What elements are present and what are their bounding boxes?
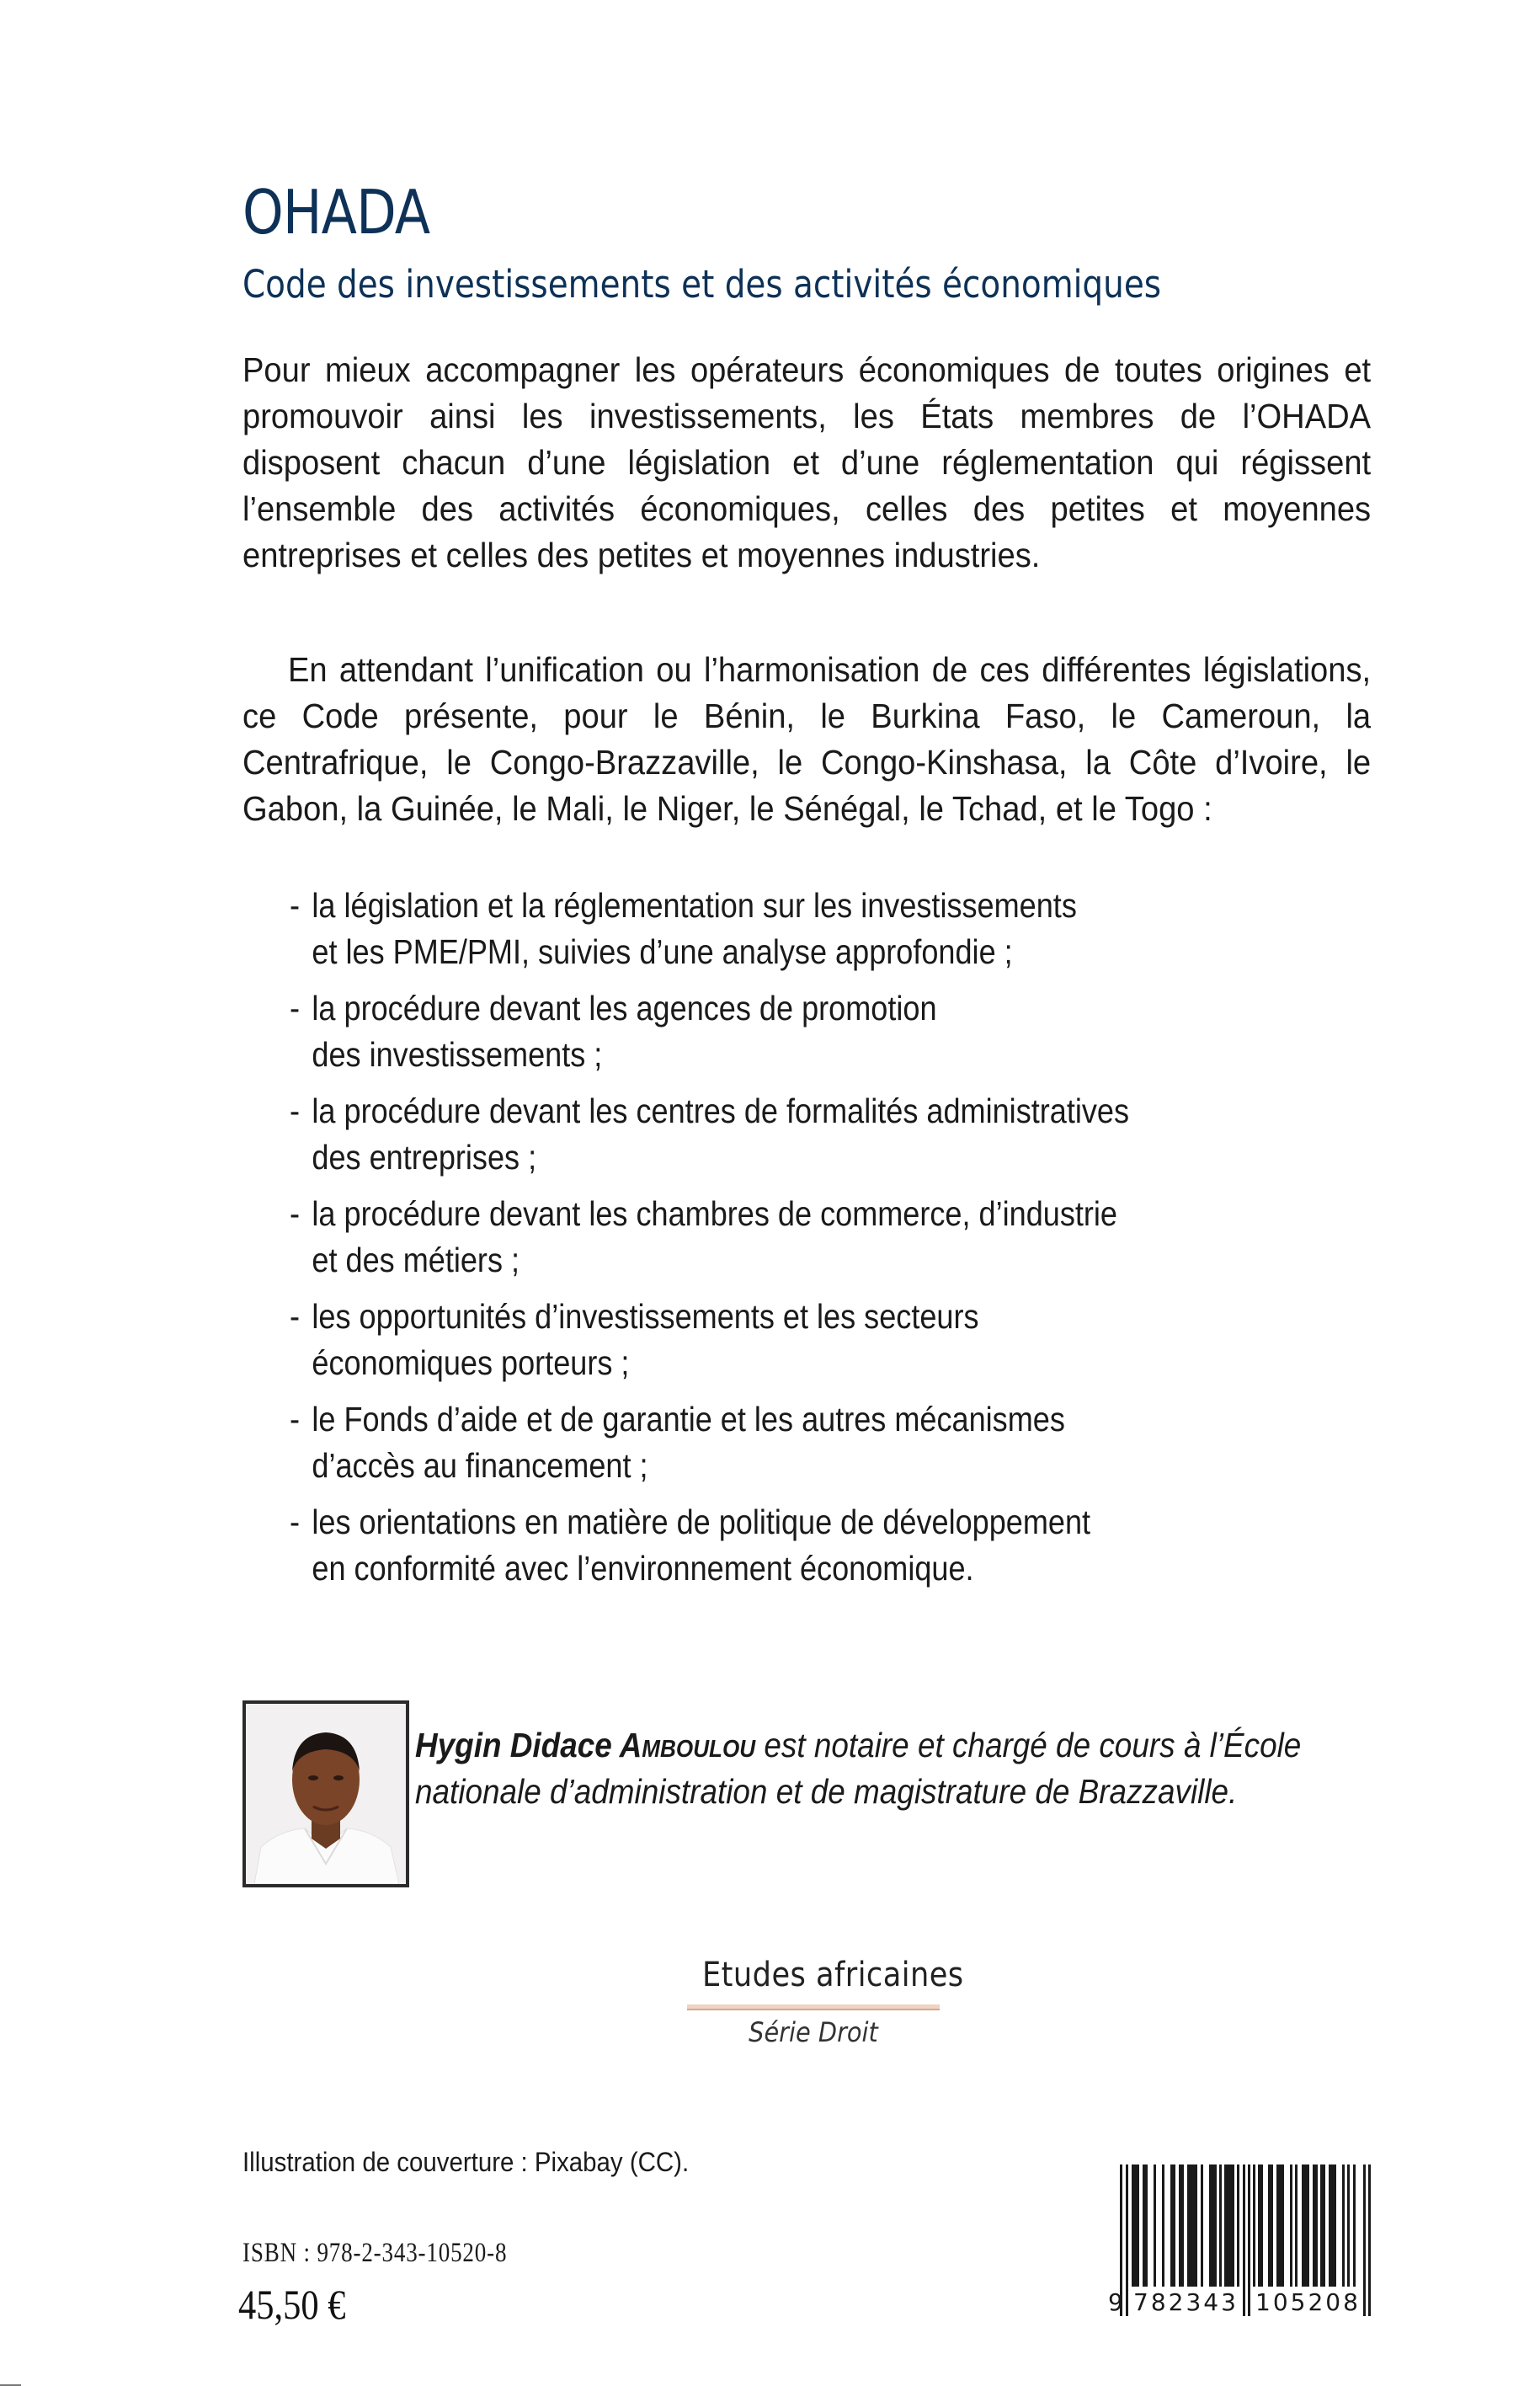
list-item-line: et les PME/PMI, suivies d’une analyse approfondie ;	[312, 932, 1013, 971]
series-divider	[687, 2004, 940, 2010]
isbn: ISBN : 978-2-343-10520-8	[242, 2238, 508, 2268]
series-subseries: Série Droit	[749, 2016, 878, 2048]
barcode-left-group: 782343	[1133, 2288, 1239, 2316]
list-item-line: en conformité avec l’environnement économique.	[312, 1549, 974, 1588]
barcode-first-digit: 9	[1108, 2288, 1123, 2316]
dash-bullet-icon: -	[290, 1503, 301, 1541]
price: 45,50 €	[238, 2281, 346, 2328]
list-item-line: d’accès au financement ;	[312, 1446, 648, 1485]
series-name: Etudes africaines	[702, 1956, 964, 1994]
list-item	[290, 883, 1356, 975]
author-bio	[415, 1722, 1344, 1815]
author-portrait-icon	[246, 1704, 406, 1884]
author-photo	[242, 1700, 409, 1887]
paragraph-text: En attendant l’unification ou l’harmonisation de ces différentes législations, ce Code présente, pour le Bénin, le Burkina Faso, le Cameroun, la Centrafrique, le Congo-Brazzaville, le Congo-Kinshasa, la Côte d’Ivoire, le Gabon, la Guinée, le Mali, le Niger, le Sénégal, le Tchad, et le Togo :	[242, 650, 1372, 828]
description-paragraph-2	[242, 647, 1371, 832]
dash-bullet-icon: -	[290, 886, 301, 925]
list-item-line: la procédure devant les agences de promotion	[312, 989, 937, 1028]
list-item	[290, 1499, 1356, 1592]
dash-bullet-icon: -	[290, 989, 301, 1028]
barcode-right-group: 105208	[1255, 2288, 1361, 2316]
list-item-line: la procédure devant les centres de formalités administratives	[312, 1092, 1130, 1130]
author-bio-text: est notaire et chargé de cours à l’École nationale d’administration et de magistrature de Brazzaville.	[415, 1726, 1302, 1811]
list-item-line: les opportunités d’investissements et les secteurs	[312, 1297, 979, 1336]
list-item	[290, 1088, 1356, 1181]
description-paragraph-1	[242, 347, 1371, 579]
dash-bullet-icon: -	[290, 1092, 301, 1130]
list-item-line: les orientations en matière de politique de développement	[312, 1503, 1091, 1541]
dash-bullet-icon: -	[290, 1194, 301, 1233]
list-item-line: le Fonds d’aide et de garantie et les autres mécanismes	[312, 1400, 1065, 1439]
list-item	[290, 1191, 1356, 1284]
author-surname: mboulou	[642, 1726, 756, 1764]
list-item-line: des investissements ;	[312, 1035, 603, 1074]
list-item-line: des entreprises ;	[312, 1138, 537, 1177]
list-item	[290, 1396, 1356, 1489]
author-surname-initial: A	[619, 1726, 642, 1764]
list-item	[290, 1294, 1356, 1386]
contents-list	[290, 883, 1356, 1602]
dash-bullet-icon: -	[290, 1297, 301, 1336]
list-item-line: économiques porteurs ;	[312, 1343, 630, 1382]
dash-bullet-icon: -	[290, 1400, 301, 1439]
illustration-credit: Illustration de couverture : Pixabay (CC).	[242, 2147, 690, 2177]
list-item-line: la procédure devant les chambres de commerce, d’industrie	[312, 1194, 1118, 1233]
list-item-line: la législation et la réglementation sur les investissements	[312, 886, 1077, 925]
series-logo	[687, 1956, 964, 2049]
book-subtitle: Code des investissements et des activités économiques	[242, 262, 1162, 307]
paragraph-text: Pour mieux accompagner les opérateurs économiques de toutes origines et promouvoir ainsi les investissements, les États membres de l’OHADA disposent chacun d’une législation et d’une réglementation qui régissent l’ensemble des activités économiques, celles des petites et moyennes entreprises et celles des petites et moyennes industries.	[242, 350, 1372, 574]
list-item-line: et des métiers ;	[312, 1241, 520, 1279]
book-title: OHADA	[242, 177, 430, 248]
barcode-digits	[1108, 2288, 1394, 2322]
author-first-names: Hygin Didace	[415, 1726, 620, 1764]
list-item	[290, 985, 1356, 1078]
